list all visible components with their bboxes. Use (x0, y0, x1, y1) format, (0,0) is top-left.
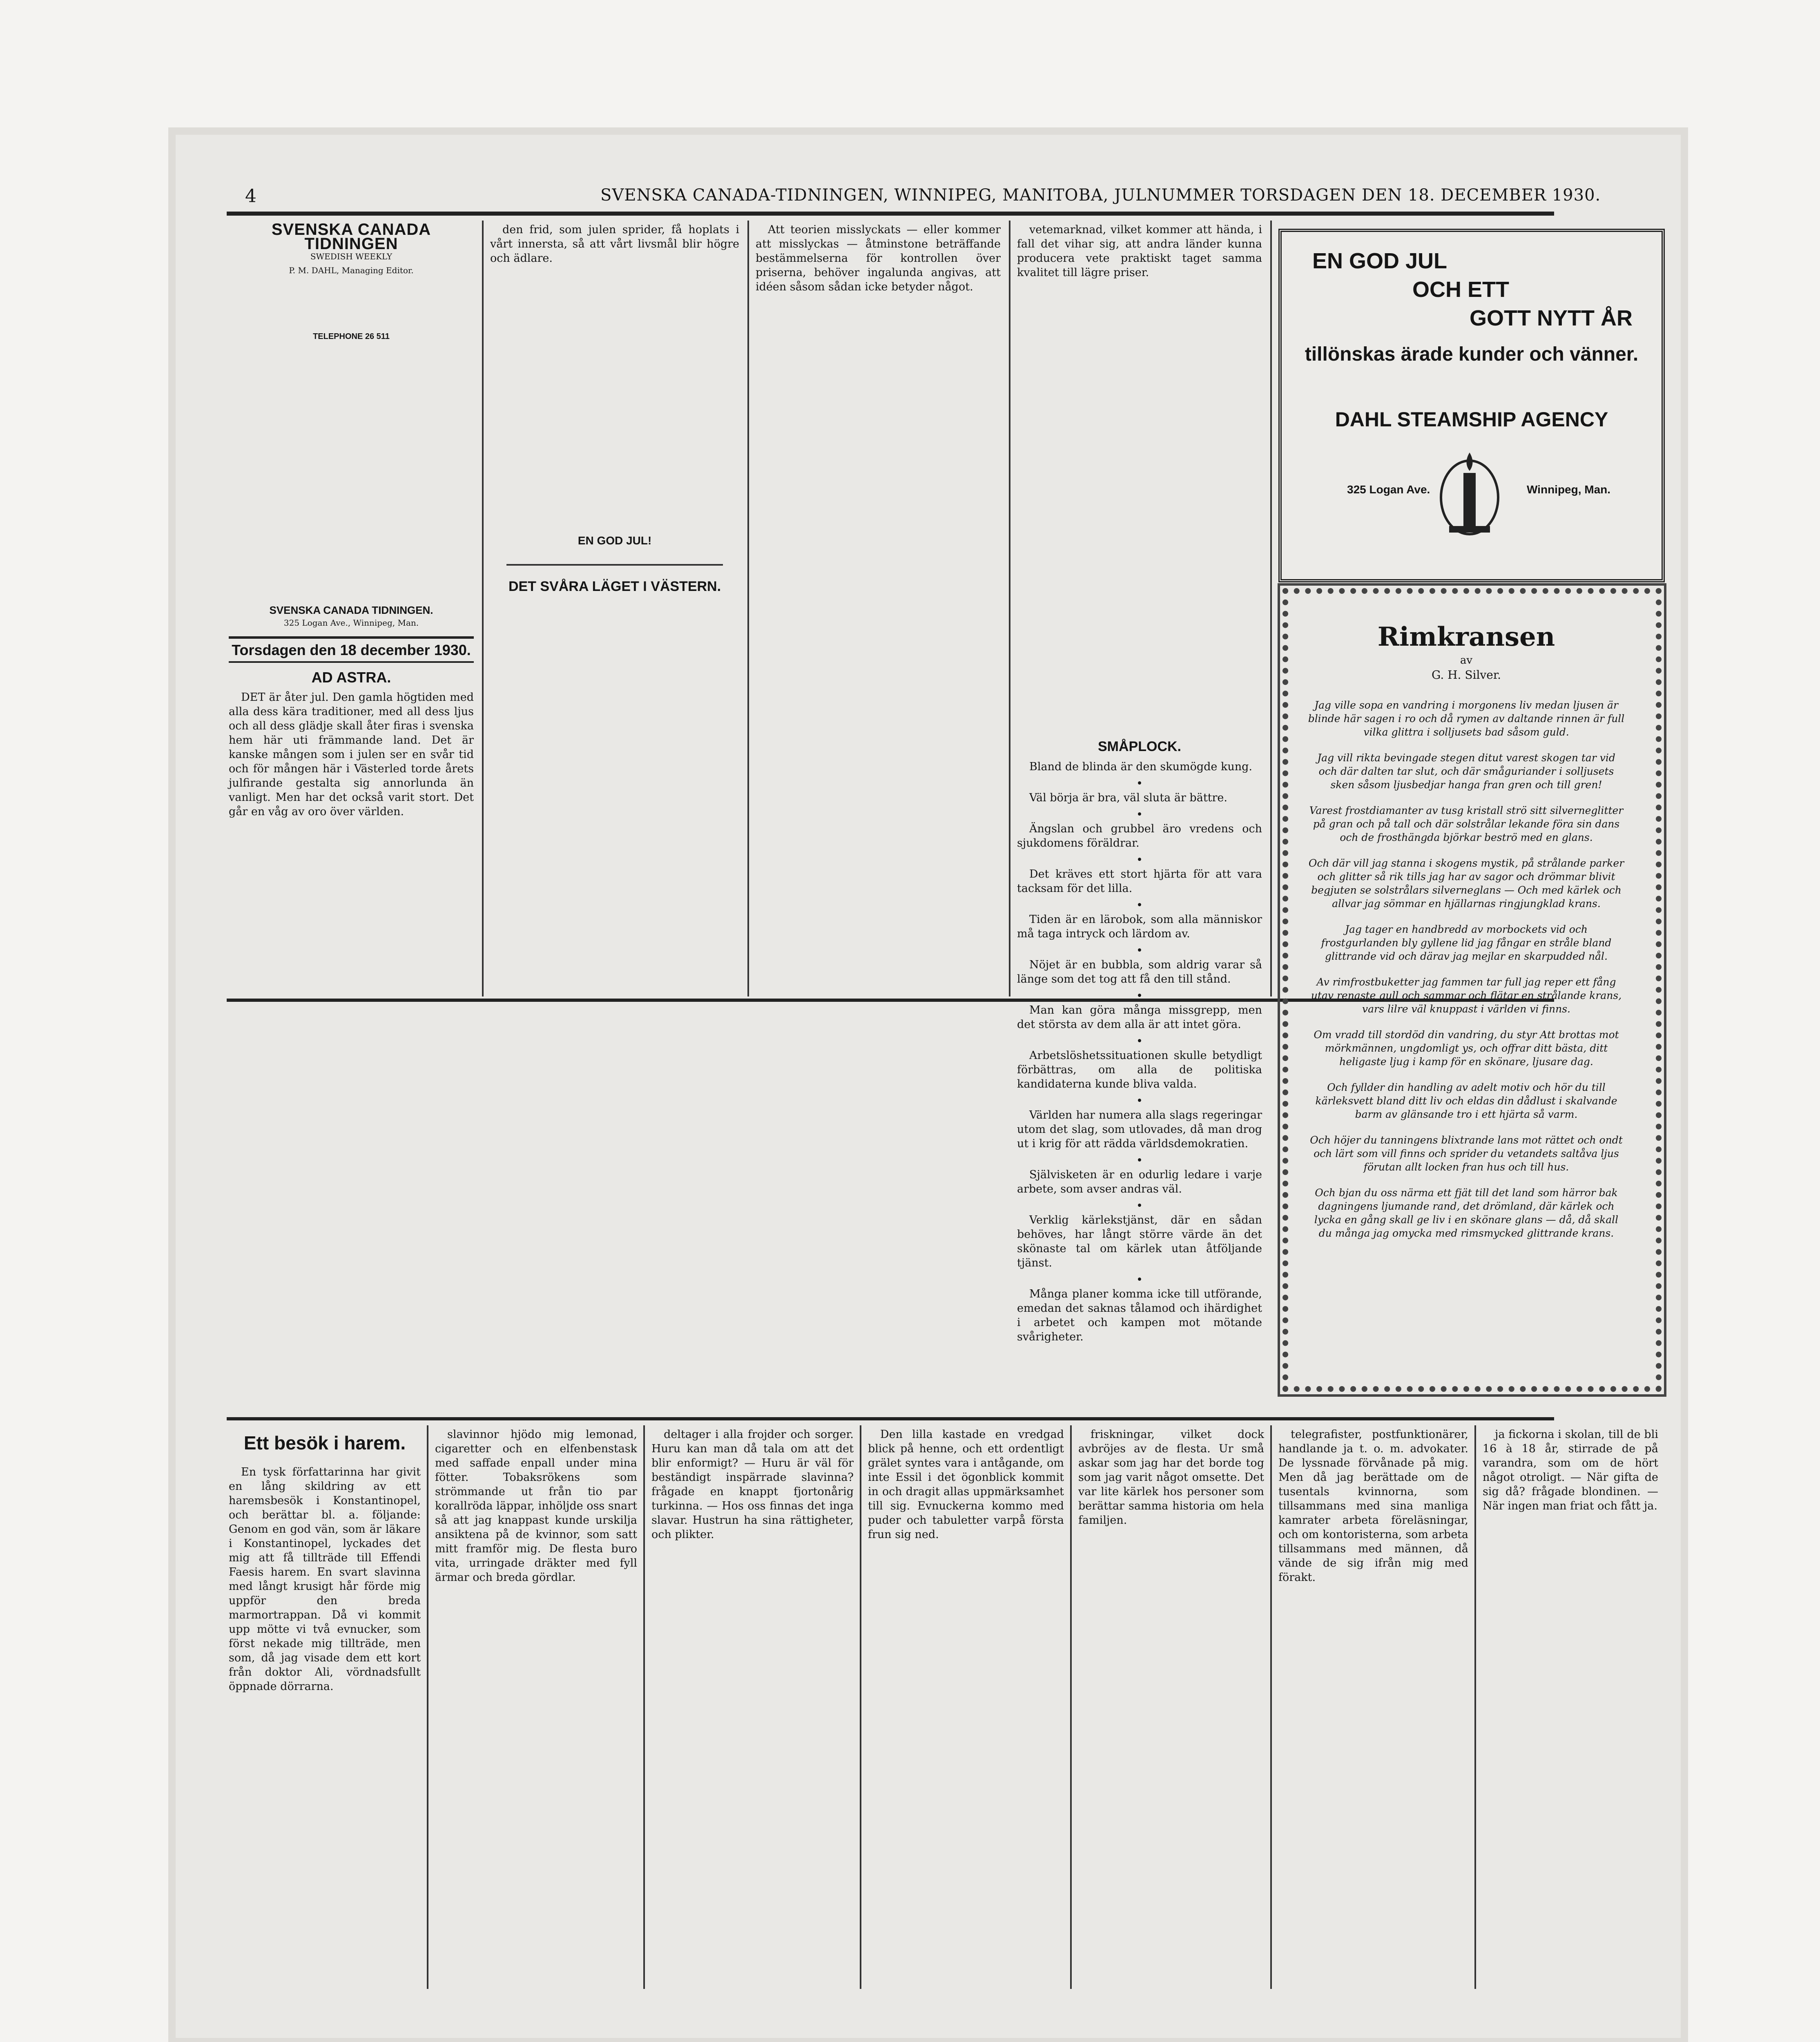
subscription-notices (229, 342, 474, 603)
smaplock-separator: • (1136, 899, 1143, 912)
masthead-title: SVENSKA CANADA TIDNINGEN (271, 221, 431, 253)
column-rule (643, 1425, 645, 1989)
harem-col2-text: slavinnor hjödo mig lemonad, cigaretter och en elfenbenstask med saffade enpall under mina fötter. Tobaksrökens som strömmande ut från tio par korallröda läppar, inhöljde oss snart så att jag knappast kunde urskilja ansiktena på de kvinnor, som satt mitt framför mig. De flesta buro vita, urringade dräkter med fyll ärmar och breda gördlar. (435, 1428, 637, 1584)
smaplock-item: Man kan göra många missgrepp, men det största av dem alla är att intet göra. (1017, 1004, 1262, 1031)
masthead-closing-address: 325 Logan Ave., Winnipeg, Man. (283, 618, 419, 628)
col4-opening: vetemarknad, vilket kommer att hända, i fall det vihar sig, att andra länder kunna producera vete praktiskt taget samma kvalitet till lägre priser. (1017, 223, 1262, 279)
poem-stanza: Jag ville sopa en vandring i morgonens liv medan ljusen är blinde här sagen i ro och då rymen av daltande rinnen är full vilka glittra i solljusets bad såsom guld. (1308, 699, 1625, 738)
header-rule (227, 212, 1554, 216)
poem-stanza: Jag vill rikta bevingade stegen ditut varest skogen tar vid och där dalten tar slut, och där småguriander i solljusets sken såsom ljusbedjar hanga fran gren och till gren! (1317, 752, 1615, 791)
smaplock-separator: • (1136, 1273, 1143, 1286)
col2-opening: den frid, som julen sprider, få hoplats i vårt innersta, så att vårt livsmål blir högre och ädlare. (490, 223, 739, 265)
masthead-editor: P. M. DAHL, Managing Editor. (289, 265, 414, 275)
smaplock-item: Väl börja är bra, väl sluta är bättre. (1029, 791, 1227, 804)
ad-line-2: OCH ETT (1412, 277, 1509, 302)
harem-col7-text: ja fickorna i skolan, till de bli 16 à 18 år, stirrade de på varandra, som om de hört något otroligt. — När gifta de sig då? frågade blondinen. — När ingen man friat och fått ja. (1483, 1428, 1658, 1512)
poem-title: Rimkransen (1377, 622, 1555, 652)
smaplock-item: Nöjet är en bubbla, som aldrig varar så länge som det tog att få den till stånd. (1017, 959, 1262, 985)
ad-address-left: 325 Logan Ave. (1347, 483, 1430, 496)
poem-by: av (1460, 654, 1473, 667)
harem-column-2 (435, 1427, 637, 1987)
harem-column-4 (868, 1427, 1064, 1987)
column-rule (1474, 1425, 1476, 1989)
dahl-steamship-ad (1278, 229, 1665, 582)
harem-column-6 (1278, 1427, 1468, 1987)
harem-column-7 (1483, 1427, 1658, 1987)
poem-stanza: Om vradd till stordöd din vandring, du styr Att brottas mot mörkmännen, ungdomligt ys, och offrar ditt bästa, ditt heligaste ljug i kamp för en skönare, ljusare dag. (1314, 1029, 1619, 1068)
masthead-subtitle: SWEDISH WEEKLY (310, 252, 393, 261)
column-3 (756, 223, 1001, 994)
editorial-body: DET är åter jul. Den gamla högtiden med alla dess kära traditioner, med all dess ljus och all dess glädje skall åter firas i svenska hem här uti främmande land. Det är kanske mången som i julen ser en svår tid och för mången här i Västerled torde årets julfirande gestalta sig annorlunda än vanligt. Men har det också varit stort. Det går en våg av oro över världen. (229, 691, 474, 818)
poem-stanzas (1307, 698, 1626, 1240)
ad-company: DAHL STEAMSHIP AGENCY (1335, 408, 1608, 431)
col2-rule (506, 564, 723, 566)
col2-text-continued (490, 268, 739, 529)
poem-stanza: Och bjan du oss närma ett fjät till det land som härror bak dagningens ljumande rand, det drömland, där kärlek och lycka en gång skall ge liv i en skönare glans — då, då skall du många jag omycka med rimsmycked glittrande krans. (1314, 1187, 1619, 1239)
running-title: SVENSKA CANADA-TIDNINGEN, WINNIPEG, MANITOBA, JULNUMMER TORSDAGEN DEN 18. DECEMBER 1930. (600, 186, 1601, 205)
col2-article-title: DET SVÅRA LÄGET I VÄSTERN. (508, 579, 721, 594)
issue-date: Torsdagen den 18 december 1930. (232, 642, 471, 658)
col3-opening: Att teorien misslyckats — eller kommer att misslyckas — åtminstone beträffande bestämmelserna för kontrollen över priserna, behöver ingalunda angivas, att idéen såsom sådan icke betyder något. (756, 223, 1001, 293)
smaplock-separator: • (1136, 777, 1143, 790)
harem-col4-text: Den lilla kastade en vredgad blick på henne, och ett ordentligt grälet syntes vara i antågande, om inte Essil i det ögonblick kommit in och dragit allas uppmärksamhet till sig. Evnuckerna kommo med puder och tabuletter varpå första frun sig ned. (868, 1428, 1064, 1541)
smaplock-item: Självisketen är en odurlig ledare i varje arbete, som avser andras väl. (1017, 1168, 1262, 1195)
column-rule (482, 221, 484, 996)
col2-greeting: EN GOD JUL! (578, 534, 652, 547)
masthead-telephone: TELEPHONE 26 511 (313, 332, 390, 341)
smaplock-item: Många planer komma icke till utförande, emedan det saknas tålamod och ihärdighet i arbetet och kampen mot mötande svårigheter. (1017, 1288, 1262, 1343)
harem-column-1 (229, 1427, 421, 1987)
ad-line-3: GOTT NYTT ÅR (1470, 306, 1633, 330)
masthead-publisher-block (229, 278, 474, 331)
poem-author: G. H. Silver. (1431, 668, 1501, 682)
smaplock-separator: • (1136, 1154, 1143, 1167)
masthead-column (229, 223, 474, 994)
harem-col3-text: deltager i alla frojder och sorger. Huru kan man då tala om att det blir enformigt? — Huru är väl för beständigt inspärrade slavinna? frågade en knappt fjortonårig turkinna. — Hos oss finnas det inga slavar. Hustrun ha sina rättigheter, och plikter. (651, 1428, 854, 1541)
smaplock-separator: • (1136, 854, 1143, 866)
column-rule (427, 1425, 428, 1989)
col4-text-continued (1017, 282, 1262, 731)
page-number: 4 (245, 186, 257, 207)
editorial-title: AD ASTRA. (311, 669, 391, 686)
column-rule (1009, 221, 1010, 996)
poem-stanza: Jag tager en handbredd av morbockets vid och frostgurlanden bly gyllene lid jag fångar en stråle bland glittrande vid och därav jag mejlar en skarpudded nål. (1321, 923, 1612, 962)
lower-section-rule (227, 1417, 1554, 1420)
masthead-rule (229, 636, 474, 639)
smaplock-separator: • (1136, 944, 1143, 957)
smaplock-separator: • (1136, 990, 1143, 1002)
candle-icon (1437, 444, 1502, 542)
harem-body: En tysk författarinna har givit en lång skildring av ett haremsbesök i Konstantinopel, och berättar bl. a. följande: Genom en god vän, som är läkare i Konstantinopel, lyckades det mig att få tillträde till Effendi Faesis harem. En svart slavinna med långt krusigt hår förde mig uppför den breda marmortrappan. Då vi kommit upp mötte vi två evnucker, som först nekade mig tillträde, men som, då jag visade dem ett kort från doktor Ali, vördnadsfullt öppnade dörrarna. (229, 1466, 421, 1693)
poem-stanza: Varest frostdiamanter av tusg kristall strö sitt silverneglitter på gran och på tall och där solstrålar lekande föra sin dans och de frosthängda björkar beströ med en glans. (1309, 805, 1624, 843)
date-rule (229, 661, 474, 663)
poem-stanza: Och fyllder din handling av adelt motiv och hör du till kärleksvett bland ditt liv och eldas din dådlust i skalvande barm av glänsande tro i ett hjärta så varm. (1315, 1081, 1617, 1120)
column-rule (1070, 1425, 1072, 1989)
smaplock-separator: • (1136, 1199, 1143, 1212)
poem-stanza: Av rimfrostbuketter jag fammen tar full jag reper ett fång utav renaste gull och sammar och flätar en strålande krans, vars lilre väl knuppast i världen vi finns. (1311, 976, 1622, 1015)
smaplock-separator: • (1136, 808, 1143, 821)
smaplock-item: Tiden är en lärobok, som alla människor må taga intryck och lärdom av. (1017, 913, 1262, 940)
ad-address-right: Winnipeg, Man. (1527, 483, 1611, 496)
column-4 (1017, 223, 1262, 1343)
harem-column-5 (1078, 1427, 1264, 1987)
smaplock-item: Verklig kärlekstjänst, där en sådan behöves, har långt större värde än det skönaste tal om kärlek utan åtföljande tjänst. (1017, 1214, 1262, 1269)
smaplock-item: Arbetslöshetssituationen skulle betydligt förbättras, om alla de politiska kandidaterna kunde bliva valda. (1017, 1049, 1262, 1090)
harem-title: Ett besök i harem. (243, 1432, 406, 1453)
column-rule (860, 1425, 861, 1989)
running-header (229, 186, 1601, 210)
ad-line-4: tillönskas ärade kunder och vänner. (1305, 343, 1639, 365)
smaplock-item: Världen har numera alla slags regeringar utom det slag, som utlovades, då man drog ut i krig för att rädda världsdemokratien. (1017, 1109, 1262, 1150)
column-rule (1270, 221, 1272, 996)
ad-line-1: EN GOD JUL (1312, 249, 1448, 273)
smaplock-item: Ängslan och grubbel äro vredens och sjukdomens föräldrar. (1017, 823, 1262, 849)
smaplock-list (1017, 760, 1262, 1344)
column-2 (490, 223, 739, 994)
harem-column-3 (651, 1427, 854, 1987)
masthead-closing-name: SVENSKA CANADA TIDNINGEN. (269, 604, 433, 616)
smaplock-item: Bland de blinda är den skumögde kung. (1029, 760, 1252, 773)
poem-stanza: Och där vill jag stanna i skogens mystik, på strålande parker och glitter så rik tills jag har av sagor och drömmar blivit begjuten se solstrålars silverneglans — Och med kärlek och allvar jag sömmar en hjällarnas ringjungklad krans. (1308, 857, 1624, 910)
smaplock-title: SMÅPLOCK. (1098, 739, 1181, 754)
poem-column (1307, 613, 1626, 1360)
harem-col5-text: friskningar, vilket dock avbröjes av de flesta. Ur små askar som jag har det borde tog som jag varit något omsette. Det var lite kärlek hos personer som berättar samma historia om hela familjen. (1078, 1428, 1264, 1527)
smaplock-separator: • (1136, 1035, 1143, 1048)
harem-col6-text: telegrafister, postfunktionärer, handlande ja t. o. m. advokater. De lyssnade förvånade på mig. Men då jag berättade om de tusentals kvinnorna, som tillsammans med sina manliga kamrater arbeta föreläsningar, och om kontoristerna, som arbeta tillsammans med männen, då vände de sig ifrån mig med förakt. (1278, 1428, 1468, 1584)
smaplock-item: Det kräves ett stort hjärta för att vara tacksam för det lilla. (1017, 868, 1262, 895)
column-rule (747, 221, 749, 996)
column-rule (1270, 1425, 1272, 1989)
poem-stanza: Och höjer du tanningens blixtrande lans mot rättet och ondt och lärt som vill finns och sprider du vetandets saltåva ljus förutan allt locken fran hus och till hus. (1310, 1134, 1623, 1173)
smaplock-separator: • (1136, 1095, 1143, 1107)
